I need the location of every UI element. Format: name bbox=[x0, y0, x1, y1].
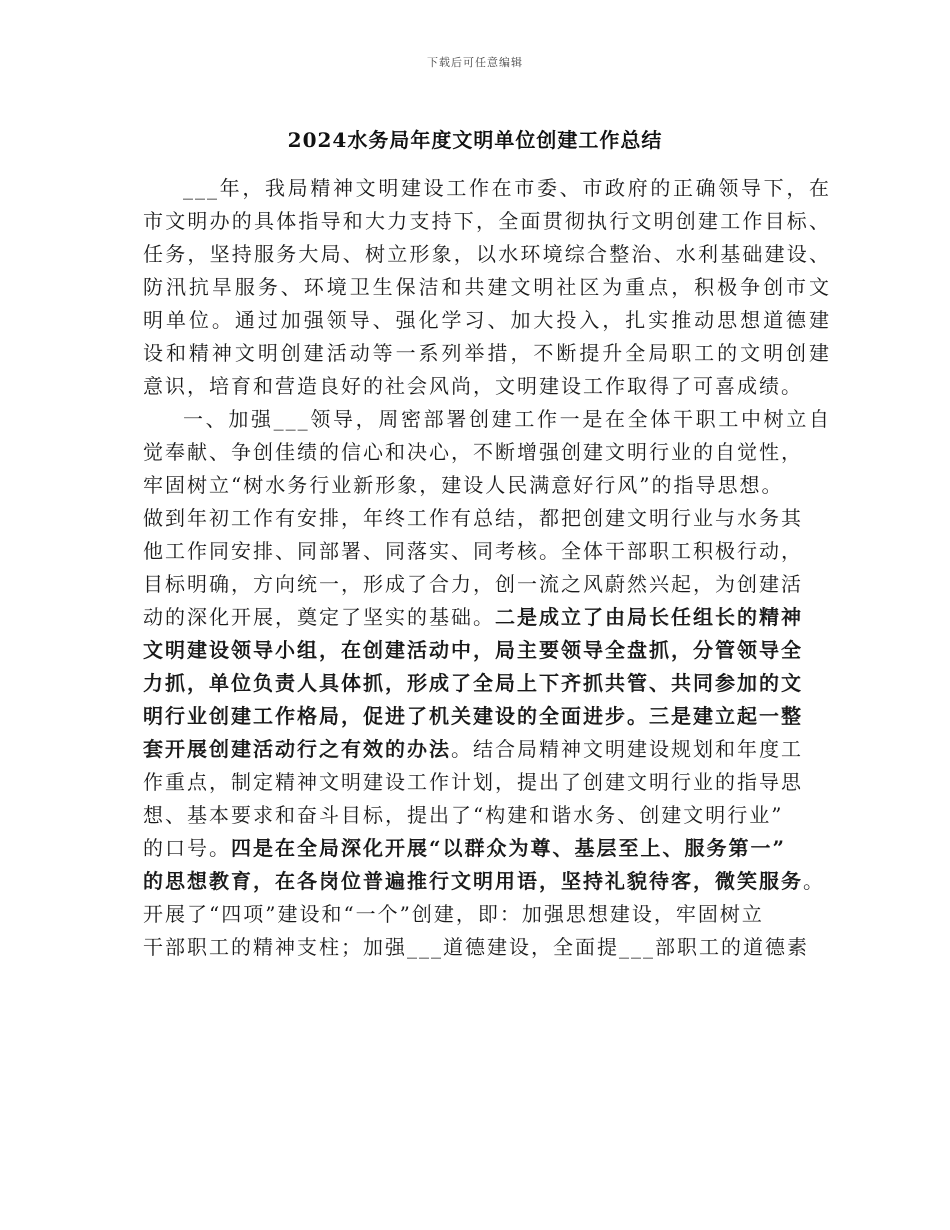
text-segment: 想、基本要求和奋斗目标，提出了“构建和谐水务、创建文明行业” bbox=[143, 803, 784, 827]
bold-text-segment: 二是成立了由局长任组长的精神 bbox=[495, 605, 803, 629]
text-line bbox=[143, 931, 831, 964]
text-segment: 目标明确，方向统一，形成了合力，创一流之风蔚然兴起，为创建活 bbox=[143, 572, 803, 596]
text-segment: 防汛抗旱服务、环境卫生保洁和共建文明社区为重点，积极争创市文 bbox=[143, 275, 831, 299]
text-line bbox=[143, 172, 831, 205]
text-line bbox=[143, 832, 831, 865]
text-line bbox=[143, 238, 831, 271]
bold-text-segment: 四是在全局深化开展“以群众为尊、基层至上、服务第一” bbox=[231, 836, 787, 860]
bold-text-segment: 文明建设领导小组，在创建活动中，局主要领导全盘抓，分管领导全 bbox=[143, 638, 803, 662]
text-segment: 。 bbox=[803, 869, 825, 893]
text-segment: 设和精神文明创建活动等一系列举措，不断提升全局职工的文明创建 bbox=[143, 341, 831, 365]
text-segment: 一、加强___领导，周密部署创建工作一是在全体干职工中树立自 bbox=[183, 407, 831, 431]
text-line bbox=[143, 436, 831, 469]
text-segment: 开展了“四项”建设和“一个”创建，即：加强思想建设，牢固树立 bbox=[143, 902, 764, 926]
text-line bbox=[143, 469, 831, 502]
bold-text-segment: 力抓，单位负责人具体抓，形成了全局上下齐抓共管、共同参加的文 bbox=[143, 671, 803, 695]
text-segment: 任务，坚持服务大局、树立形象，以水环境综合整治、水利基础建设、 bbox=[143, 242, 831, 266]
bold-text-segment: 明行业创建工作格局，促进了机关建设的全面进步。三是建立起一整 bbox=[143, 704, 803, 728]
text-segment: 。结合局精神文明建设规划和年度工 bbox=[451, 737, 803, 761]
text-segment: 动的深化开展，奠定了坚实的基础。 bbox=[143, 605, 495, 629]
text-line bbox=[143, 304, 831, 337]
document-title: 2024水务局年度文明单位创建工作总结 bbox=[287, 128, 663, 152]
text-segment: 意识，培育和营造良好的社会风尚，文明建设工作取得了可喜成绩。 bbox=[143, 374, 803, 398]
text-line bbox=[143, 634, 831, 667]
text-segment: 作重点，制定精神文明建设工作计划，提出了创建文明行业的指导思 bbox=[143, 770, 803, 794]
text-line bbox=[143, 601, 831, 634]
text-segment: 牢固树立“树水务行业新形象，建设人民满意好行风”的指导思想。 bbox=[143, 473, 784, 497]
text-line bbox=[143, 205, 831, 238]
text-line bbox=[143, 370, 831, 403]
text-line bbox=[143, 733, 831, 766]
text-line bbox=[143, 898, 831, 931]
text-line bbox=[143, 535, 831, 568]
text-line bbox=[143, 403, 831, 436]
bold-text-segment: 套开展创建活动行之有效的办法 bbox=[143, 737, 451, 761]
text-line bbox=[143, 865, 831, 898]
text-segment: ___年，我局精神文明建设工作在市委、市政府的正确领导下，在 bbox=[183, 176, 831, 200]
text-line bbox=[143, 568, 831, 601]
bold-text-segment: 的思想教育，在各岗位普遍推行文明用语，坚持礼貌待客，微笑服务 bbox=[143, 869, 803, 893]
text-line bbox=[143, 667, 831, 700]
text-line bbox=[143, 271, 831, 304]
text-segment: 做到年初工作有安排，年终工作有总结，都把创建文明行业与水务其 bbox=[143, 506, 803, 530]
text-line bbox=[143, 766, 831, 799]
text-line bbox=[143, 502, 831, 535]
text-line bbox=[143, 700, 831, 733]
text-segment: 明单位。通过加强领导、强化学习、加大投入，扎实推动思想道德建 bbox=[143, 308, 831, 332]
text-line bbox=[143, 799, 831, 832]
document-body bbox=[143, 172, 831, 964]
text-segment: 干部职工的精神支柱；加强___道德建设，全面提___部职工的道德素 bbox=[143, 935, 809, 959]
text-segment: 市文明办的具体指导和大力支持下，全面贯彻执行文明创建工作目标、 bbox=[143, 209, 831, 233]
text-line bbox=[143, 337, 831, 370]
text-segment: 觉奉献、争创佳绩的信心和决心，不断增强创建文明行业的自觉性， bbox=[143, 440, 803, 464]
header-note: 下载后可任意编辑 bbox=[427, 56, 523, 69]
text-segment: 的口号。 bbox=[143, 836, 231, 860]
text-segment: 他工作同安排、同部署、同落实、同考核。全体干部职工积极行动， bbox=[143, 539, 803, 563]
